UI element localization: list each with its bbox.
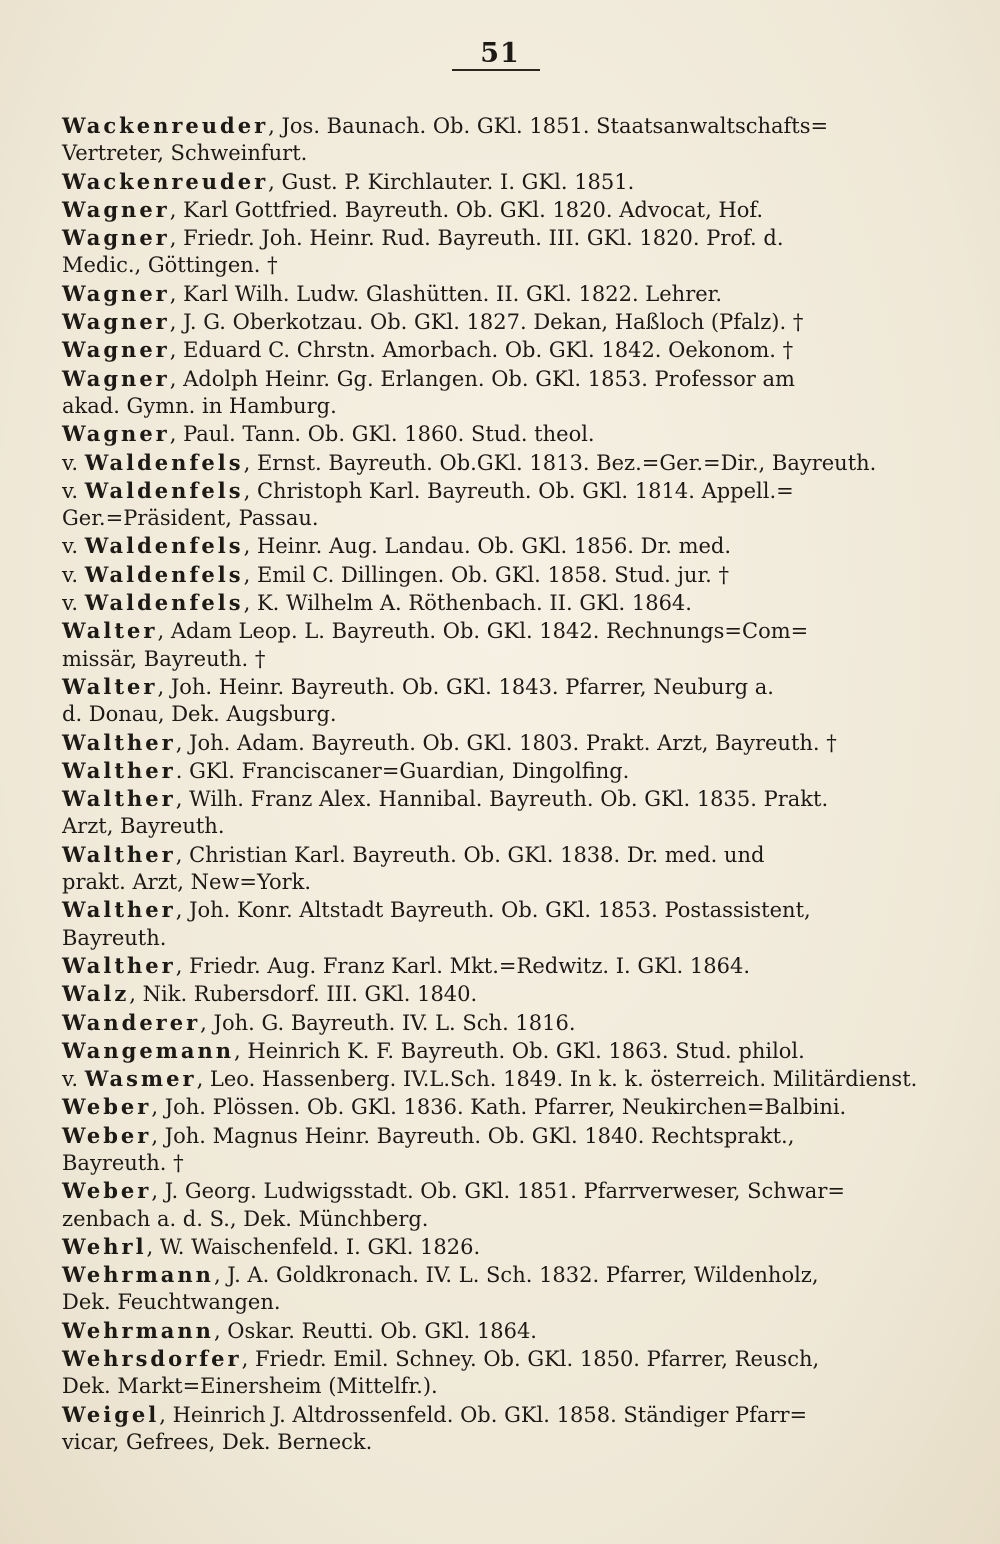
entry-details: , Gust. P. Kirchlauter. I. GKl. 1851. bbox=[268, 169, 635, 194]
entry-continuation: Arzt, Bayreuth. bbox=[62, 814, 225, 839]
surname: Wehrsdorfer bbox=[62, 1346, 242, 1372]
entry-details: , Heinrich J. Altdrossenfeld. Ob. GKl. 1858. Ständiger Pfarr= bbox=[159, 1402, 808, 1427]
entry-details: , Friedr. Aug. Franz Karl. Mkt.=Redwitz. I. GKl. 1864. bbox=[175, 953, 751, 978]
entry-details: , Christoph Karl. Bayreuth. Ob. GKl. 1814. Appell.= bbox=[243, 478, 794, 503]
surname: Walther bbox=[62, 729, 176, 755]
name-prefix: v. bbox=[62, 534, 85, 559]
surname: Wehrmann bbox=[62, 1317, 214, 1343]
entry-details: , Nik. Rubersdorf. III. GKl. 1840. bbox=[129, 982, 478, 1007]
entry-details: , Joh. Plössen. Ob. GKl. 1836. Kath. Pfarrer, Neukirchen=Balbini. bbox=[151, 1095, 847, 1120]
entry-details: , J. G. Oberkotzau. Ob. GKl. 1827. Dekan, Haßloch (Pfalz). † bbox=[169, 310, 804, 335]
entry-details: , Karl Wilh. Ludw. Glashütten. II. GKl. 1822. Lehrer. bbox=[169, 281, 723, 306]
register-entry bbox=[62, 1093, 934, 1121]
register-entry bbox=[62, 1401, 934, 1457]
name-prefix: v. bbox=[62, 450, 85, 475]
register-entry bbox=[62, 224, 934, 280]
surname: Wackenreuder bbox=[62, 113, 269, 138]
surname: Waldenfels bbox=[84, 533, 244, 559]
entry-details: , Joh. Heinr. Bayreuth. Ob. GKl. 1843. Pfarrer, Neuburg a. bbox=[157, 674, 774, 699]
register-entry bbox=[62, 980, 934, 1008]
register-entry bbox=[62, 1009, 934, 1037]
entry-continuation: zenbach a. d. S., Dek. Münchberg. bbox=[62, 1206, 429, 1231]
register-entry bbox=[62, 1177, 934, 1233]
register-entry bbox=[62, 168, 934, 196]
entry-details: , Joh. Adam. Bayreuth. Ob. GKl. 1803. Prakt. Arzt, Bayreuth. † bbox=[175, 730, 837, 755]
entry-continuation: akad. Gymn. in Hamburg. bbox=[62, 393, 337, 418]
entry-details: , Karl Gottfried. Bayreuth. Ob. GKl. 1820. Advocat, Hof. bbox=[169, 197, 764, 222]
register-entry bbox=[62, 1345, 934, 1401]
page-number: 51 bbox=[480, 38, 520, 69]
entry-details: , J. A. Goldkronach. IV. L. Sch. 1832. Pfarrer, Wildenholz, bbox=[213, 1263, 819, 1288]
entry-details: , Adolph Heinr. Gg. Erlangen. Ob. GKl. 1853. Professor am bbox=[169, 366, 795, 391]
surname: Waldenfels bbox=[84, 449, 244, 475]
register-entry bbox=[62, 420, 934, 448]
entry-details: , Christian Karl. Bayreuth. Ob. GKl. 1838. Dr. med. und bbox=[175, 842, 765, 867]
entry-details: , Heinrich K. F. Bayreuth. Ob. GKl. 1863. Stud. philol. bbox=[234, 1038, 805, 1063]
surname: Wagner bbox=[62, 421, 170, 447]
entry-continuation: missär, Bayreuth. † bbox=[62, 646, 266, 671]
surname: Walter bbox=[62, 618, 158, 644]
entry-details: , Joh. G. Bayreuth. IV. L. Sch. 1816. bbox=[200, 1010, 576, 1035]
entry-continuation: Dek. Markt=Einersheim (Mittelfr.). bbox=[62, 1374, 438, 1399]
surname: Walther bbox=[62, 897, 176, 923]
surname: Wangemann bbox=[62, 1037, 235, 1063]
register-entry bbox=[62, 589, 934, 617]
entry-continuation: Vertreter, Schweinfurt. bbox=[62, 141, 308, 166]
surname: Wehrl bbox=[62, 1233, 147, 1259]
entry-details: , Adam Leop. L. Bayreuth. Ob. GKl. 1842. Rechnungs=Com= bbox=[157, 619, 809, 644]
surname: Weigel bbox=[62, 1401, 160, 1427]
surname: Wackenreuder bbox=[62, 168, 269, 194]
register-entry bbox=[62, 1065, 934, 1093]
entry-details: , Leo. Hassenberg. IV.L.Sch. 1849. In k. k. österreich. Militärdienst. bbox=[196, 1067, 918, 1092]
register-entry bbox=[62, 336, 934, 364]
surname: Waldenfels bbox=[84, 590, 244, 616]
entry-details: , Oskar. Reutti. Ob. GKl. 1864. bbox=[213, 1318, 537, 1343]
surname: Weber bbox=[62, 1122, 152, 1148]
register-entry bbox=[62, 477, 934, 533]
entry-continuation: d. Donau, Dek. Augsburg. bbox=[62, 702, 337, 727]
entry-details: . GKl. Franciscaner=Guardian, Dingolfing. bbox=[175, 758, 630, 783]
register-entry bbox=[62, 532, 934, 560]
entry-continuation: Bayreuth. bbox=[62, 925, 167, 950]
entry-continuation: Ger.=Präsident, Passau. bbox=[62, 506, 319, 531]
surname: Walter bbox=[62, 673, 158, 699]
entry-continuation: Dek. Feuchtwangen. bbox=[62, 1290, 281, 1315]
name-prefix: v. bbox=[62, 562, 85, 587]
register-entry bbox=[62, 1233, 934, 1261]
register-entry bbox=[62, 1317, 934, 1345]
register-entry bbox=[62, 952, 934, 980]
surname: Walther bbox=[62, 757, 176, 783]
surname: Wagner bbox=[62, 225, 170, 251]
entry-continuation: prakt. Arzt, New=York. bbox=[62, 870, 312, 895]
entry-details: , Heinr. Aug. Landau. Ob. GKl. 1856. Dr. med. bbox=[243, 534, 732, 559]
entry-details: , Joh. Konr. Altstadt Bayreuth. Ob. GKl. 1853. Postassistent, bbox=[175, 898, 811, 923]
register-entry bbox=[62, 617, 934, 673]
entry-details: , Eduard C. Chrstn. Amorbach. Ob. GKl. 1842. Oekonom. † bbox=[169, 338, 794, 363]
entry-details: , J. Georg. Ludwigsstadt. Ob. GKl. 1851. Pfarrverweser, Schwar= bbox=[151, 1179, 845, 1204]
register-entry bbox=[62, 365, 934, 421]
entry-details: , Friedr. Joh. Heinr. Rud. Bayreuth. III. GKl. 1820. Prof. d. bbox=[169, 226, 784, 251]
surname: Waldenfels bbox=[84, 561, 244, 587]
surname: Wagner bbox=[62, 280, 170, 306]
entry-continuation: Bayreuth. † bbox=[62, 1150, 184, 1175]
surname: Wehrmann bbox=[62, 1262, 214, 1288]
register-entry bbox=[62, 1037, 934, 1065]
register-entry bbox=[62, 673, 934, 729]
register-entry bbox=[62, 1261, 934, 1317]
surname: Wagner bbox=[62, 365, 170, 391]
entry-continuation: vicar, Gefrees, Dek. Berneck. bbox=[62, 1429, 373, 1454]
register-entry bbox=[62, 112, 934, 168]
register-entry bbox=[62, 449, 934, 477]
surname: Weber bbox=[62, 1178, 152, 1204]
register-entry bbox=[62, 841, 934, 897]
surname: Walther bbox=[62, 786, 176, 812]
entry-details: , Paul. Tann. Ob. GKl. 1860. Stud. theol. bbox=[169, 422, 595, 447]
surname: Wanderer bbox=[62, 1009, 201, 1035]
entry-details: , K. Wilhelm A. Röthenbach. II. GKl. 1864. bbox=[243, 591, 692, 616]
entry-details: , Friedr. Emil. Schney. Ob. GKl. 1850. Pfarrer, Reusch, bbox=[241, 1347, 820, 1372]
register-entry bbox=[62, 896, 934, 952]
register-entries bbox=[62, 112, 934, 1456]
name-prefix: v. bbox=[62, 591, 85, 616]
surname: Weber bbox=[62, 1094, 152, 1120]
register-entry bbox=[62, 757, 934, 785]
entry-details: , Jos. Baunach. Ob. GKl. 1851. Staatsanwaltschafts= bbox=[268, 114, 829, 138]
entry-continuation: Medic., Göttingen. † bbox=[62, 253, 278, 278]
page-number-underline bbox=[452, 69, 540, 71]
surname: Wagner bbox=[62, 309, 170, 335]
surname: Wagner bbox=[62, 337, 170, 363]
surname: Waldenfels bbox=[84, 477, 244, 503]
register-entry bbox=[62, 729, 934, 757]
surname: Walz bbox=[62, 981, 130, 1007]
entry-details: , W. Waischenfeld. I. GKl. 1826. bbox=[146, 1234, 481, 1259]
register-entry bbox=[62, 785, 934, 841]
register-entry bbox=[62, 561, 934, 589]
surname: Walther bbox=[62, 841, 176, 867]
name-prefix: v. bbox=[62, 1067, 85, 1092]
register-entry bbox=[62, 280, 934, 308]
register-entry bbox=[62, 196, 934, 224]
surname: Walther bbox=[62, 952, 176, 978]
register-entry bbox=[62, 308, 934, 336]
entry-details: , Ernst. Bayreuth. Ob.GKl. 1813. Bez.=Ger.=Dir., Bayreuth. bbox=[243, 450, 877, 475]
name-prefix: v. bbox=[62, 478, 85, 503]
surname: Wasmer bbox=[84, 1066, 197, 1092]
entry-details: , Wilh. Franz Alex. Hannibal. Bayreuth. Ob. GKl. 1835. Prakt. bbox=[175, 787, 829, 812]
surname: Wagner bbox=[62, 196, 170, 222]
entry-details: , Joh. Magnus Heinr. Bayreuth. Ob. GKl. 1840. Rechtsprakt., bbox=[151, 1123, 795, 1148]
register-entry bbox=[62, 1122, 934, 1178]
entry-details: , Emil C. Dillingen. Ob. GKl. 1858. Stud. jur. † bbox=[243, 562, 730, 587]
